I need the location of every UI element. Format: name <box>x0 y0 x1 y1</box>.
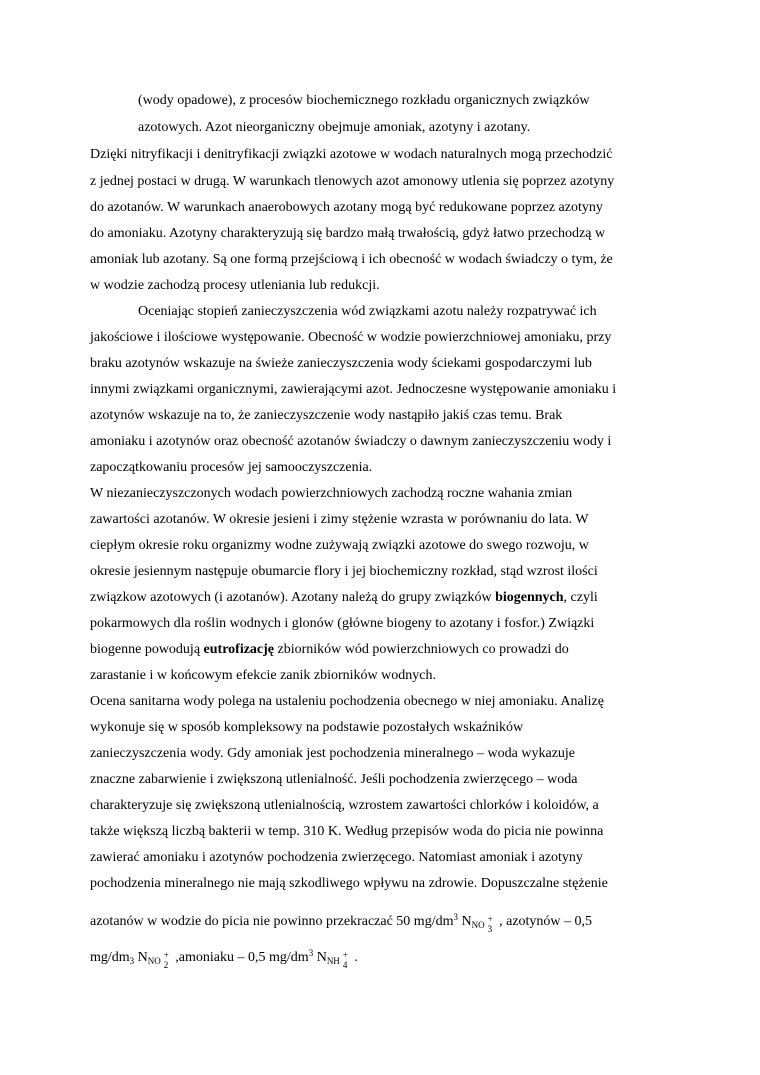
text-run: N <box>313 950 327 965</box>
text-run: ,amoniaku – 0,5 mg/dm <box>171 950 309 965</box>
text-run: mg/dm <box>90 950 130 965</box>
text-line: Dzięki nitryfikacji i denitryfikacji związki azotowe w wodach naturalnych mogą przechodzić <box>90 147 613 162</box>
text-line: innymi związkami organicznymi, zawierającymi azot. Jednoczesne występowanie amoniaku i <box>90 382 617 397</box>
text-run: . <box>350 950 358 965</box>
text-line: do azotanów. W warunkach anaerobowych azotany mogą być redukowane poprzez azotyny <box>90 200 603 215</box>
text-run: azotanów w wodzie do picia nie powinno przekraczać 50 mg/dm <box>90 914 454 929</box>
text-line: okresie jesiennym następuje obumarcie flory i jej biochemiczny rozkład, stąd wzrost ilości <box>90 564 598 579</box>
bold-term: eutrofizację <box>203 642 275 657</box>
index: 3 <box>487 923 493 934</box>
text-line: braku azotynów wskazuje na świeże zanieczyszczenia wody ściekami gospodarczymi lub <box>90 356 592 371</box>
text-line: zanieczyszczenia wody. Gdy amoniak jest pochodzenia mineralnego – woda wykazuje <box>90 746 576 761</box>
text-line: azotynów wskazuje na to, że zanieczyszczenie wody nastąpiło jakiś czas temu. Brak <box>90 408 563 423</box>
subscript: NO <box>471 920 485 930</box>
text-line: pokarmowych dla roślin wodnych i glonów (główne biogeny to azotany i fosfor.) Związki <box>90 616 595 631</box>
text-line: amoniaku i azotynów oraz obecność azotanów świadczy o dawnym zanieczyszczeniu wody i <box>90 434 612 449</box>
text-line <box>90 944 358 970</box>
text-line: ciepłym okresie roku organizmy wodne zużywają związki azotowe do swego rozwoju, w <box>90 538 589 553</box>
text-line: Ocena sanitarna wody polega na ustaleniu pochodzenia obecnego w niej amoniaku. Analizę <box>90 694 604 709</box>
text-line <box>90 589 598 607</box>
text-line: znaczne zabarwienie i zwiększoną utlenialność. Jeśli pochodzenia zwierzęcego – woda <box>90 772 578 787</box>
text-line: charakteryzuje się zwiększoną utlenialnością, wzrostem zawartości chlorków i koloidów, a <box>90 798 599 813</box>
text-line: do amoniaku. Azotyny charakteryzują się bardzo małą trwałością, gdyż łatwo przechodzą w <box>90 226 606 241</box>
bold-term: biogennych <box>495 590 564 605</box>
ion-charge <box>486 913 496 934</box>
superscript: 3 <box>308 948 314 958</box>
text-line <box>90 908 592 934</box>
text-run: zbiorników wód powierzchniowych co prowadzi do <box>274 642 569 657</box>
text-run: biogenne powodują <box>90 642 204 657</box>
charge: + <box>163 949 169 960</box>
text-run: związkow azotowych (i azotanów). Azotany należą do grupy związków <box>90 590 496 605</box>
text-line: jakościowe i ilościowe występowanie. Obecność w wodzie powierzchniowej amoniaku, przy <box>90 330 612 345</box>
text-line: wykonuje się w sposób kompleksowy na podstawie pozostałych wskaźników <box>90 720 524 735</box>
text-line: zapoczątkowaniu procesów jej samooczyszczenia. <box>90 460 373 475</box>
text-line: Oceniając stopień zanieczyszczenia wód związkami azotu należy rozpatrywać ich <box>138 304 597 319</box>
text-line: amoniak lub azotany. Są one formą przejściową i ich obecność w wodach świadczy o tym, że <box>90 252 613 267</box>
text-line: w wodzie zachodzą procesy utleniania lub redukcji. <box>90 278 380 293</box>
text-line: także większą liczbą bakterii w temp. 310 K. Według przepisów woda do picia nie powinna <box>90 824 604 839</box>
text-line: pochodzenia mineralnego nie mają szkodliwego wpływu na zdrowie. Dopuszczalne stężenie <box>90 876 608 891</box>
text-line: W niezanieczyszczonych wodach powierzchniowych zachodzą roczne wahania zmian <box>90 486 573 501</box>
subscript: NH <box>326 956 340 966</box>
text-line: z jednej postaci w drugą. W warunkach tlenowych azot amonowy utlenia się poprzez azotyny <box>90 174 615 189</box>
ion-charge <box>341 949 351 970</box>
superscript: 3 <box>453 912 458 922</box>
text-line: azotowych. Azot nieorganiczny obejmuje amoniak, azotyny i azotany. <box>138 120 531 135</box>
text-run: , azotynów – 0,5 <box>495 914 593 929</box>
subscript: 3 <box>129 956 135 966</box>
index: 4 <box>342 959 348 970</box>
ion-charge <box>162 949 172 970</box>
text-run: N <box>457 914 472 929</box>
text-line: zawartości azotanów. W okresie jesieni i zimy stężenie wzrasta w porównaniu do lata. W <box>90 512 589 527</box>
charge: + <box>487 913 493 924</box>
text-line: zarastanie i w końcowym efekcie zanik zbiorników wodnych. <box>90 668 436 683</box>
subscript: NO <box>147 956 161 966</box>
text-run: , czyli <box>563 590 598 605</box>
charge: + <box>342 949 348 960</box>
text-line: (wody opadowe), z procesów biochemicznego rozkładu organicznych związków <box>138 93 590 108</box>
text-line <box>90 641 569 659</box>
index: 2 <box>163 959 169 970</box>
text-run: N <box>134 950 148 965</box>
text-line: zawierać amoniaku i azotynów pochodzenia zwierzęcego. Natomiast amoniak i azotyny <box>90 850 583 865</box>
